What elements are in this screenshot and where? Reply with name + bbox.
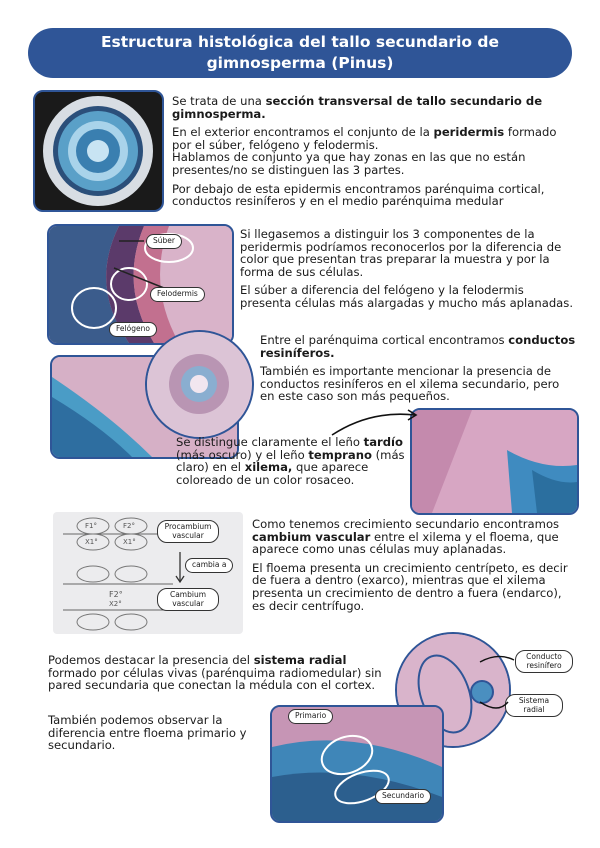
micrograph-phloem	[270, 705, 444, 823]
s6-p2: También podemos observar la diferencia entre floema primario y secundario.	[48, 713, 247, 753]
s4-b1: tardío	[363, 435, 403, 449]
section-1-text	[172, 95, 572, 214]
s1-p3: Por debajo de esta epidermis encontramos parénquima cortical, conductos resiníferos y en el medio parénquima medular	[172, 181, 545, 209]
s4-t1: Se distingue claramente el leño	[176, 435, 364, 449]
label-cambium: Cambium vascular	[157, 588, 219, 611]
section-6-text-2	[48, 714, 258, 758]
sketch-f2: F2°	[123, 522, 135, 530]
label-conducto: Conducto resinífero	[515, 650, 573, 673]
sketch-f1: F1°	[85, 522, 97, 530]
label-suber: Súber	[146, 234, 182, 249]
s3-p1-pre: Entre el parénquima cortical encontramos	[260, 333, 509, 347]
label-felogeno: Felógeno	[109, 322, 157, 337]
magnifier-resin-duct	[145, 330, 254, 439]
s5-p2: El floema presenta un crecimiento centrípeto, es decir de fuera a dentro (exarco), mientras que el xilema presenta un crecimiento de dentro a fuera (endarco), es decir centrífugo.	[252, 560, 568, 613]
label-felodermis: Felodermis	[150, 287, 205, 302]
s1-p2-post: formado por el súber, felógeno y felodermis.	[172, 125, 557, 152]
label-primario: Primario	[288, 709, 333, 724]
label-procambium: Procambium vascular	[157, 520, 219, 543]
s1-p2-pre: En el exterior encontramos el conjunto de la	[172, 125, 434, 140]
micrograph-peridermis	[47, 224, 234, 345]
section-3-text	[260, 334, 576, 409]
section-2-text	[240, 228, 575, 316]
label-sistema: Sistema radial	[505, 694, 563, 717]
s4-t2: (más oscuro) y el leño	[176, 447, 309, 462]
s1-p2b: Hablamos de conjunto ya que hay zonas en las que no están presentes/no se distinguen las 3 partes.	[172, 150, 526, 177]
s5-p1-bold: cambium vascular	[252, 529, 371, 544]
sketch-cambium	[53, 512, 243, 634]
section-4-text	[176, 436, 406, 492]
s6-p1-pre: Podemos destacar la presencia del	[48, 653, 254, 667]
s4-t3: (más claro) en el	[176, 447, 405, 475]
label-secundario: Secundario	[375, 789, 431, 804]
arrows-radial	[478, 652, 518, 712]
sketch-f2big: F2°	[109, 590, 123, 599]
micrograph-xylem	[410, 408, 579, 515]
s6-p1-bold: sistema radial	[253, 653, 347, 667]
s2-p2: El súber a diferencia del felógeno y la felodermis presenta células más alargadas y mucho más aplanadas.	[240, 283, 574, 310]
s3-p2: También es importante mencionar la presencia de conductos resiníferos en el xilema secundario, pero en este caso son más pequeños.	[260, 364, 560, 404]
sketch-x1a: X1°	[85, 538, 98, 546]
s3-p1-bold: conductos resiníferos.	[260, 333, 576, 360]
section-5-text	[252, 518, 577, 618]
s5-p1-post: entre el xilema y el floema, que aparece como unas células muy aplanadas.	[252, 529, 559, 557]
s1-p1-pre: Se trata de una	[172, 94, 266, 108]
s5-p1-pre: Como tenemos crecimiento secundario encontramos	[252, 517, 560, 531]
sketch-x1b: X1°	[123, 538, 136, 546]
label-cambia: cambia a	[185, 558, 233, 573]
micrograph-stem-section	[33, 90, 164, 212]
section-6-text	[48, 654, 393, 698]
s4-b2: temprano	[308, 447, 372, 462]
s4-b3: xilema,	[244, 460, 293, 475]
s1-p2-bold: peridermis	[433, 125, 505, 140]
page-title-banner	[28, 28, 572, 78]
sketch-x2: X2°	[109, 600, 122, 608]
s2-p1: Si llegasemos a distinguir los 3 componentes de la peridermis podríamos reconocerlos por la diferencia de color que presentan tras preparar la muestra y por la forma de sus células.	[240, 227, 562, 279]
page-title: Estructura histológica del tallo secundario de gimnosperma (Pinus)	[100, 33, 500, 72]
s4-t4: que aparece coloreado de un color rosaceo.	[176, 460, 369, 487]
s6-p1-post: formado por células vivas (parénquima radiomedular) sin pared secundaria que conectan la médula con el cortex.	[48, 665, 382, 693]
s1-p1-bold: sección transversal de tallo secundario de gimnosperma.	[172, 94, 543, 121]
